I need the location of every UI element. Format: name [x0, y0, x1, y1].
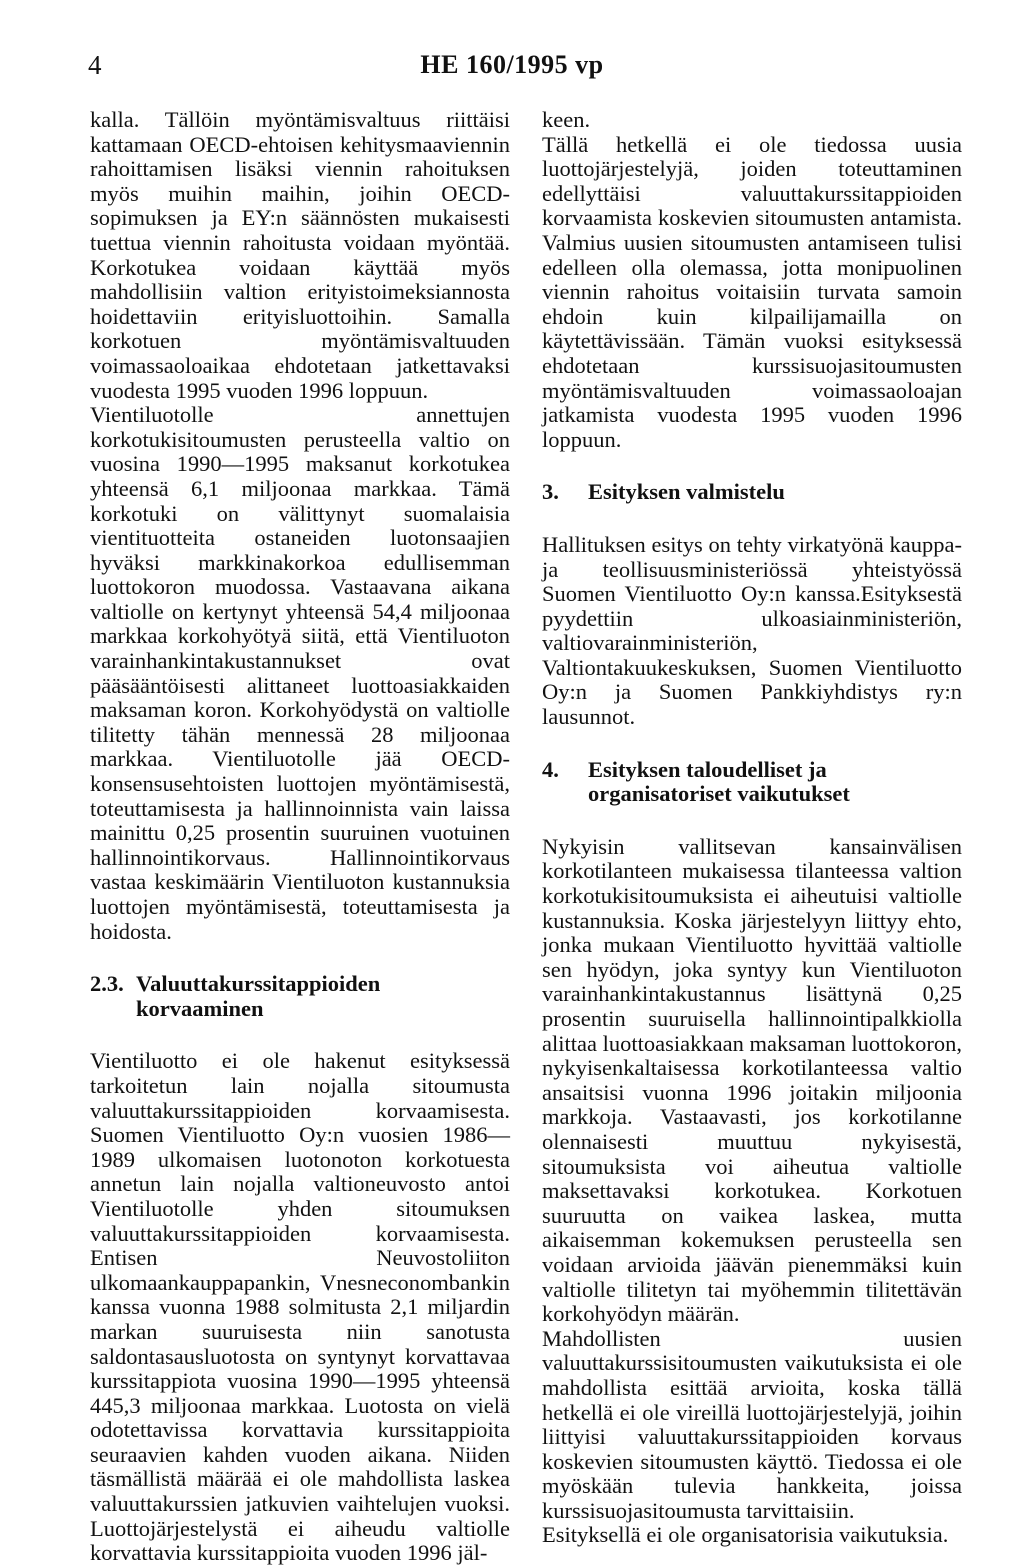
paragraph: kalla. Tällöin myöntämisvaltuus riittäisi kattamaan OECD-ehtoisen kehitysmaaviennin rahoittamisen lisäksi viennin rahoituksen myös muihin maihin, joihin OECD-sopimuksen ja EY:n säännösten mukaisesti tuettua viennin rahoitusta voidaan myöntää. Korkotukea voidaan käyttää myös mahdollisiin valtion erityistoimeksiannosta hoidettaviin erityisluottoihin. Samalla korkotuen myöntämisvaltuuden voimassaoloaikaa ehdotetaan jatkettavaksi vuodesta 1995 vuoden 1996 loppuun. — [90, 107, 510, 403]
paragraph: Mahdollisten uusien valuuttakurssisitoumusten vaikutuksista ei ole mahdollista esittää arvioita, koska tällä hetkellä ei ole vireillä luottojärjestelyjä, joihin liittyisi valuuttakurssitappioiden korvaus koskevien sitoumusten käyttö. Tiedossa ei ole myöskään tulevia hankkeita, joissa kurssisuojasitoumusta tarvittaisiin. — [542, 1325, 962, 1523]
paragraph: Nykyisin vallitsevan kansainvälisen korkotilanteen mukaisessa tilanteessa valtion korkotukisitoumuksista ei aiheutuisi valtiolle kustannuksia. Koska järjestelyyn liittyy ehto, jonka mukaan Vientiluotto hyvittää valtiolle sen hyödyn, joka syntyy kun Vientiluoton varainhankintakustannus lisättynä 0,25 prosentin suuruisella hallinnointipalkkiolla alittaa luottoasiakkaan maksaman luottokoron, nykyisenkaltaisessa korkotilanteessa valtio ansaitsisi vuonna 1996 joitakin miljoonia markkoja. Vastaavasti, jos korkotilanne olennaisesti muuttuu nykyisestä, sitoumuksista voi aiheutua valtiolle maksettavaksi korkotukea. Korkotuen suuruutta on vaikea laskea, mutta aikaisemman kokemuksen perusteella sen voidaan arvioida jäävän pienemmäksi kuin valtiolle tilitetyn tai myöhemmin tilitettävän korkohyödyn määrän. — [542, 833, 962, 1327]
paragraph: Hallituksen esitys on tehty virkatyönä kauppa- ja teollisuusministeriössä yhteistyössä Suomen Vientiluotto Oy:n kanssa.Esityksestä pyydettiin ulkoasiainministeriön, valtiovarainministeriön, Valtiontakuukeskuksen, Suomen Vientiluotto Oy:n ja Suomen Pankkiyhdistys ry:n lausunnot. — [542, 531, 962, 730]
paragraph: Tällä hetkellä ei ole tiedossa uusia luottojärjestelyjä, joiden toteuttaminen edellyttäisi valuuttakurssitappioiden korvaamista koskevien sitoumusten antamista. Valmius uusien sitoumusten antamiseen tulisi edelleen olla olemassa, jotta monipuolinen viennin rahoitus voitaisiin turvata samoin ehdoin kuin kilpailijamailla on käytettävissään. Tämän vuoksi esityksessä ehdotetaan kurssisuojasitoumusten myöntämisvaltuuden voimassaoloajan jatkamista vuodesta 1995 vuoden 1996 loppuun. — [542, 131, 962, 452]
paragraph: Vientiluotolle annettujen korkotukisitoumusten perusteella valtio on vuosina 1990—1995 maksanut korkotukea yhteensä 6,1 miljoonaa markkaa. Tämä korkotuki on välittynyt suomalaisia vientituotteita ostaneiden luotonsaajien hyväksi markkinakorkoa edullisemman luottokoron muodossa. Vastaavana aikana valtiolle on kertynyt yhteensä 54,4 miljoonaa markkaa korkohyötyä siitä, että Vientiluoton varainhankintakustannukset ovat pääsääntöisesti alittaneet luottoasiakkaiden maksaman koron. Korkohyödystä on valtiolle tilitetty tähän mennessä 28 miljoonaa markkaa. Vientiluotolle jää OECD-konsensusehtoisten luottojen myöntämisestä, toteuttamisesta ja hallinnoinnista vain laissa mainittu 0,25 prosentin suuruinen vuotuinen hallinnointikorvaus. Hallinnointikorvaus vastaa keskimäärin Vientiluoton kustannuksia luottojen myöntämisestä, toteuttamisesta ja hoidosta. — [90, 402, 510, 944]
section-number: 4. — [542, 756, 559, 782]
paragraph: Esityksellä ei ole organisatorisia vaikutuksia. — [542, 1522, 949, 1548]
section-heading-3 — [542, 480, 962, 505]
page-number: 4 — [88, 50, 102, 80]
page-header — [0, 50, 1024, 90]
section-number: 2.3. — [90, 971, 124, 997]
right-column — [542, 108, 962, 1548]
paragraph: keen. — [542, 107, 591, 132]
document-id: HE 160/1995 vp — [420, 50, 604, 79]
paragraph: Vientiluotto ei ole hakenut esityksessä tarkoitetun lain nojalla sitoumusta valuuttakurssitappioiden korvaamisesta. Suomen Vientiluotto Oy:n vuosien 1986—1989 ulkomaisen luotonoton korkotuesta annetun lain nojalla valtioneuvosto antoi Vientiluotolle yhden sitoumuksen valuuttakurssitappioiden korvaamisesta. Entisen Neuvostoliiton ulkomaankauppapankin, Vnesneconombankin kanssa vuonna 1988 solmitusta 2,1 miljardin markan suuruisesta niin sanotusta saldontasausluotosta on syntynyt korvattavaa kurssitappiota vuosina 1990—1995 yhteensä 445,3 miljoonaa markkaa. Luotosta on vielä odotettavissa korvattavia kurssitappioita seuraavien kahden vuoden aikana. Niiden täsmällistä määrää ei ole mahdollista laskea valuuttakurssien jatkuvien vaihtelujen vuoksi. Luottojärjestelystä ei aiheudu valtiolle korvattavia kurssitappioita vuoden 1996 jäl- — [90, 1048, 510, 1566]
section-heading-2-3 — [90, 972, 510, 1021]
section-title: Esityksen valmistelu — [588, 479, 785, 505]
section-heading-4 — [542, 758, 962, 807]
section-number: 3. — [542, 479, 559, 505]
section-title: Valuuttakurssitappioiden korvaaminen — [136, 971, 381, 1021]
section-title: Esityksen taloudelliset ja organisatoriset vaikutukset — [588, 756, 850, 807]
left-column — [90, 108, 510, 1566]
